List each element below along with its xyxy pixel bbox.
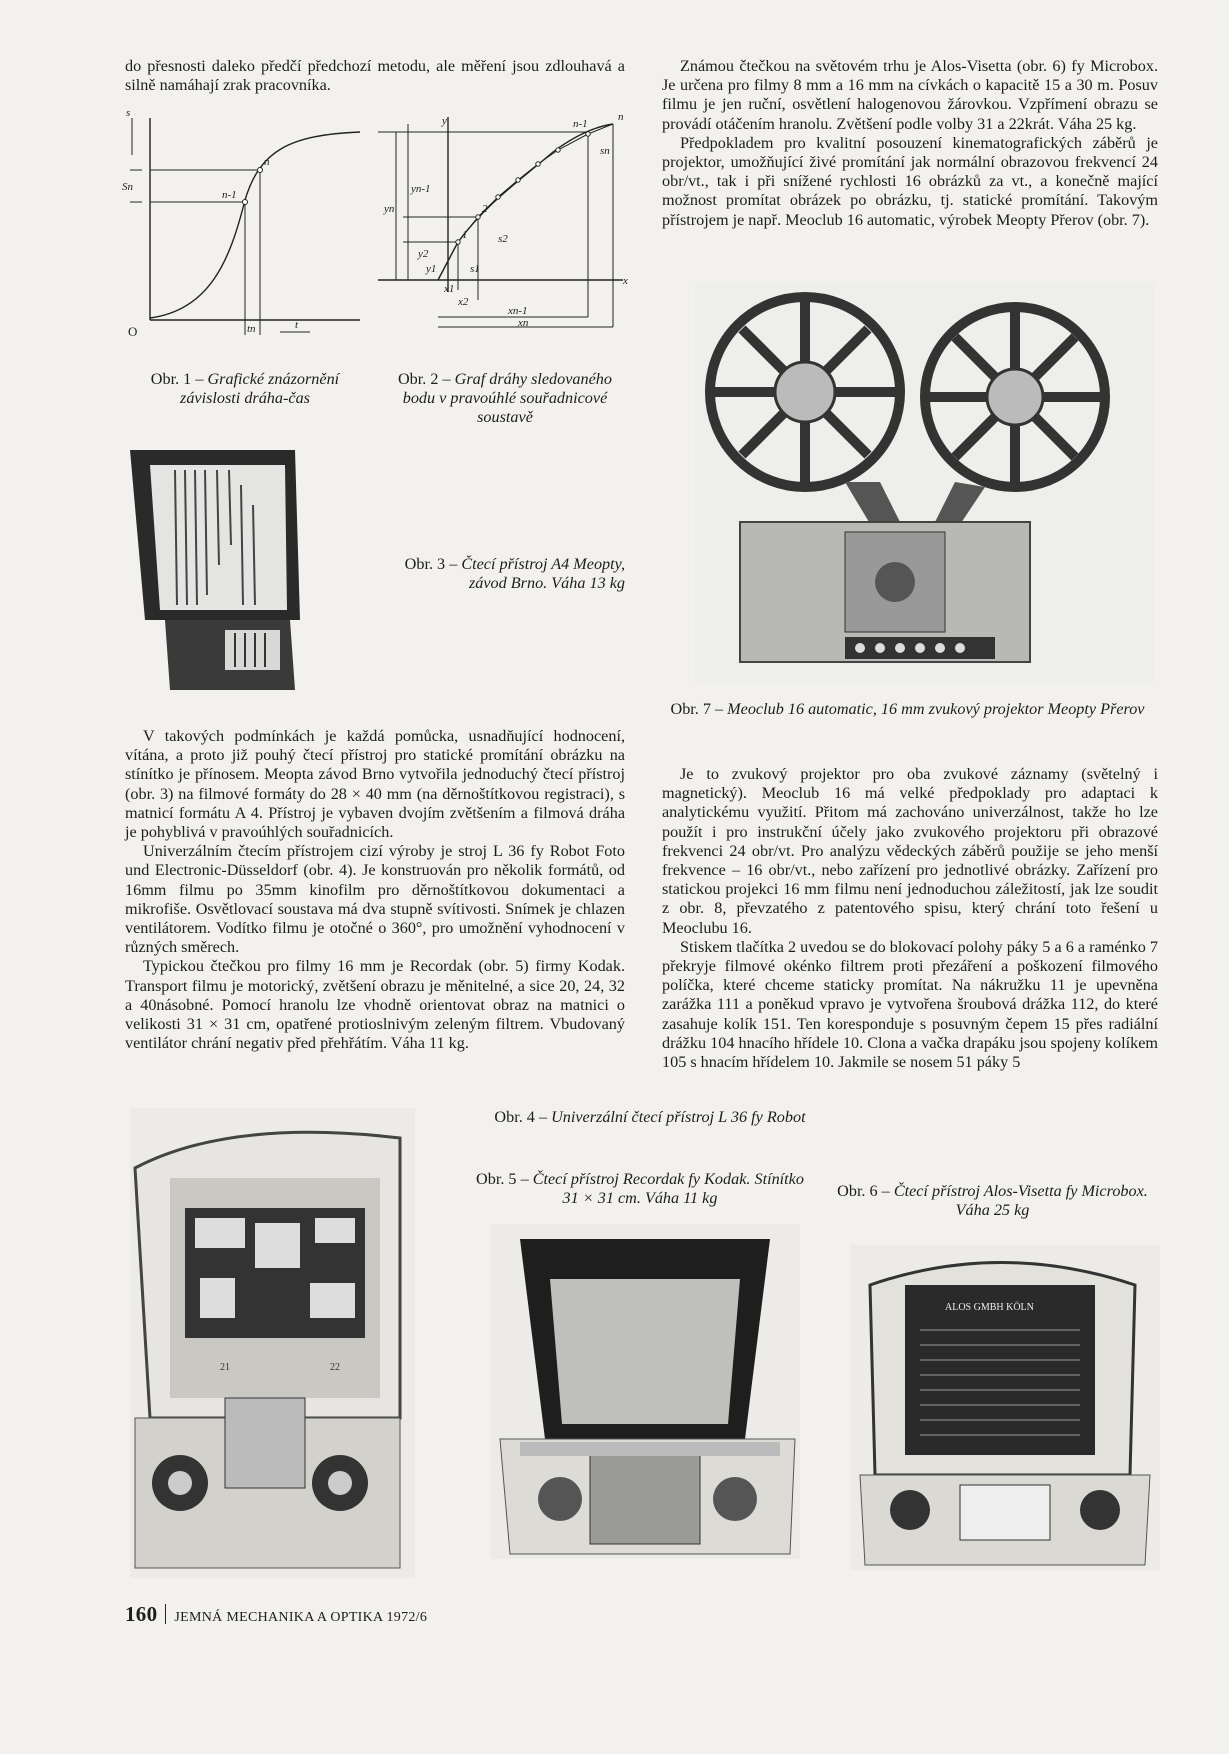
caption-label: Obr. 1 — [150, 370, 192, 388]
figure-1-graph — [120, 110, 370, 350]
caption-fig5 — [470, 1170, 810, 1208]
caption-label: Obr. 5 — [476, 1170, 517, 1188]
x1-label: x1 — [444, 283, 455, 295]
y1-label: y1 — [426, 263, 437, 275]
caption-label: Obr. 2 — [397, 370, 439, 388]
reel-left — [710, 297, 900, 487]
yn1-label: yn-1 — [411, 183, 431, 195]
point — [243, 200, 248, 205]
caption-label: Obr. 3 — [404, 555, 446, 573]
page-footer — [125, 1602, 427, 1627]
x-label: x — [623, 275, 628, 287]
film-unit — [590, 1454, 700, 1544]
p2-label: 2 — [482, 203, 488, 215]
tn-label: tn — [247, 323, 256, 335]
s-label: s — [126, 110, 131, 119]
film-unit — [960, 1485, 1050, 1540]
origin-label: O — [128, 324, 138, 339]
caption-fig3 — [375, 555, 625, 593]
screen — [550, 1279, 740, 1424]
caption-text: – Meoclub 16 automatic, 16 mm zvukový projektor Meopty Přerov — [710, 700, 1145, 718]
p1-label: 1 — [462, 229, 468, 241]
right-column-body — [662, 765, 1158, 1072]
segments — [438, 124, 613, 280]
paragraph: V takových podmínkách je každá pomůcka, usnadňující hodnocení, vítána, a proto již pouhý čtecí přístroj pro statické promítání obrázku na stínítko je přínosem. Meopta závod Brno vytvořila jednoduchý čtecí přístroj (obr. 3) na filmové formáty do 28 × 40 mm (na děrnoštítkovou registraci), s matnicí formátu A 4. Přístroj je vybaven dvojím zvětšením a filmová dráha je pohyblivá v pravoúhlých souřadnicích. — [125, 727, 625, 842]
point — [556, 148, 560, 152]
figure-5-photo — [490, 1224, 800, 1559]
caption-text: – Čtecí přístroj Alos-Visetta fy Microbox. Váha 25 kg — [877, 1182, 1148, 1219]
paragraph: do přesnosti daleko předčí předchozí metodu, ale měření jsou zdlouhavá a silně namáhají zrak pracovníka. — [125, 57, 625, 95]
frame-label-left: 21 — [220, 1362, 230, 1373]
caption-text: – Grafické znázornění závislosti dráha-čas — [180, 370, 340, 407]
left-top-text — [125, 57, 625, 95]
figure-7-photo — [695, 282, 1155, 682]
point-n-label: n — [264, 156, 270, 168]
film-unit — [225, 1398, 305, 1488]
caption-fig4 — [470, 1108, 830, 1127]
point — [456, 240, 460, 244]
paragraph: Univerzálním čtecím přístrojem cizí výroby je stroj L 36 fy Robot Foto und Electronic-Düsseldorf (obr. 4). Je konstruován pro několik formátů, od 16mm filmu po 35mm kinofilm pro děrnoštítkovou dokumentaci a mikrofiše. Osvětlovací soustava má dva stupně svítivosti. Snímek je chlazen ventilátorem. Vodítko filmu je otočné o 360°, pro umožnění vyhodnocení v různých směrech. — [125, 842, 625, 957]
figure-6-photo — [850, 1245, 1160, 1570]
paragraph: Je to zvukový projektor pro oba zvukové záznamy (světelný i magnetický). Meoclub 16 má velké předpoklady pro adaptaci k analytickému využití. Přitom má zachováno univerzálnost, takže ho lze použít i pro instrukční účely jako zvukového projektoru při obrazové frekvenci 24 obr/vt. Pro analýzu vědeckých záběrů použije se jeho menší frekvence – 16 obr/vt., nebo zařízení pro jednotlivé obrázky. Zařízení pro statickou projekci 16 mm filmu není jednoduchou záležitostí, jak lze soudit z obr. 8, převzatého z patentového spisu, který chrání toto řešení u Meoclubu 16. — [662, 765, 1158, 937]
point — [496, 195, 500, 199]
caption-label: Obr. 7 — [670, 700, 711, 718]
sn-label: Sn — [122, 181, 133, 193]
right-column-top — [662, 57, 1158, 230]
yn-label: yn — [384, 203, 395, 215]
page-number: 160 — [125, 1602, 158, 1626]
pn-label: n — [618, 112, 624, 123]
film-gate — [225, 630, 280, 670]
xn-label: xn — [518, 317, 529, 329]
journal-name: JEMNÁ MECHANIKA A OPTIKA 1972/6 — [174, 1610, 428, 1625]
left-column-body — [125, 727, 625, 1053]
point — [536, 162, 540, 166]
caption-fig2 — [380, 370, 630, 427]
sn-label: sn — [600, 145, 610, 157]
s1-label: s1 — [470, 263, 480, 275]
figure-4-photo — [130, 1108, 415, 1578]
y-label: y — [442, 115, 447, 127]
reel-right — [925, 307, 1105, 487]
figure-3-photo — [125, 445, 325, 695]
paragraph: Předpokladem pro kvalitní posouzení kinematografických záběrů je projektor, umožňující živé promítání jak normální obrazovou frekvencí 24 obr/vt., tak i při snížené rychlosti 16 obrázků za vt., a konečně mající možnost promítat obrázek po obrázku, tj. statické promítání. Takovým přístrojem je např. Meoclub 16 automatic, výrobek Meopty Přerov (obr. 7). — [662, 133, 1158, 229]
caption-fig1 — [120, 370, 370, 408]
caption-text: – Univerzální čtecí přístroj L 36 fy Robot — [534, 1108, 806, 1126]
caption-fig7 — [655, 700, 1160, 719]
y2-label: y2 — [418, 248, 429, 260]
caption-label: Obr. 4 — [494, 1108, 535, 1126]
screen-header: ALOS GMBH KÖLN — [945, 1302, 1034, 1313]
footer-divider — [165, 1604, 166, 1624]
caption-text: – Čtecí přístroj A4 Meopty, závod Brno. Váha 13 kg — [445, 555, 625, 592]
paragraph: Typickou čtečkou pro filmy 16 mm je Recordak (obr. 5) firmy Kodak. Transport filmu je motorický, zvětšení obrazu je měnitelné, a sice 20, 24, 32 a 40násobné. Pomocí hranolu lze vhodně orientovat obraz na matnici o velikosti 31 × 31 cm, opatřené protioslnivým zeleným filtrem. Vbudovaný ventilátor chrání negativ před přehřátím. Váha 11 kg. — [125, 957, 625, 1053]
paragraph: Stiskem tlačítka 2 uvedou se do blokovací polohy páky 5 a 6 a raménko 7 překryje filmové okénko filtrem proti přezáření a poškození filmového políčka, které chceme staticky promítat. Na nákružku 11 je upevněna zarážka 111 a poněkud vpravo je vytvořena šroubová drážka 112, do které zasahuje kolík 151. Ten koresponduje s posuvným čepem 15 přes radiální drážku 104 hnacího hřídele 10. Clona a vačka drapáku jsou spojeny kolíkem 105 s hnacím hřídelem 10. Jakmile se nosem 51 páky 5 — [662, 937, 1158, 1072]
t-label: t — [295, 319, 299, 331]
curve — [438, 124, 613, 280]
pn1-label: n-1 — [573, 118, 588, 130]
point — [476, 215, 480, 219]
point — [586, 132, 590, 136]
xn1-label: xn-1 — [508, 305, 528, 317]
point — [258, 168, 263, 173]
point — [516, 178, 520, 182]
x2-label: x2 — [458, 296, 469, 308]
figure-2-graph — [378, 112, 633, 332]
caption-fig6 — [825, 1182, 1160, 1220]
caption-label: Obr. 6 — [837, 1182, 878, 1200]
control-strip — [520, 1442, 780, 1456]
frame-label-right: 22 — [330, 1362, 340, 1373]
s2-label: s2 — [498, 233, 508, 245]
caption-text: – Čtecí přístroj Recordak fy Kodak. Stínítko 31 × 31 cm. Váha 11 kg — [516, 1170, 804, 1207]
caption-text: – Graf dráhy sledovaného bodu v pravoúhlé souřadnicové soustavě — [402, 370, 612, 426]
curve — [150, 132, 360, 318]
paragraph: Známou čtečkou na světovém trhu je Alos-Visetta (obr. 6) fy Microbox. Je určena pro filmy 8 mm a 16 mm na cívkách o kapacitě 15 a 30 m. Posuv filmu je jen ruční, osvětlení halogenovou žárovkou. Vzpřímení obrazu se provádí otáčením hranolu. Zvětšení podle volby 31 a 22krát. Váha 25 kg. — [662, 57, 1158, 133]
point-n1-label: n-1 — [222, 189, 237, 201]
